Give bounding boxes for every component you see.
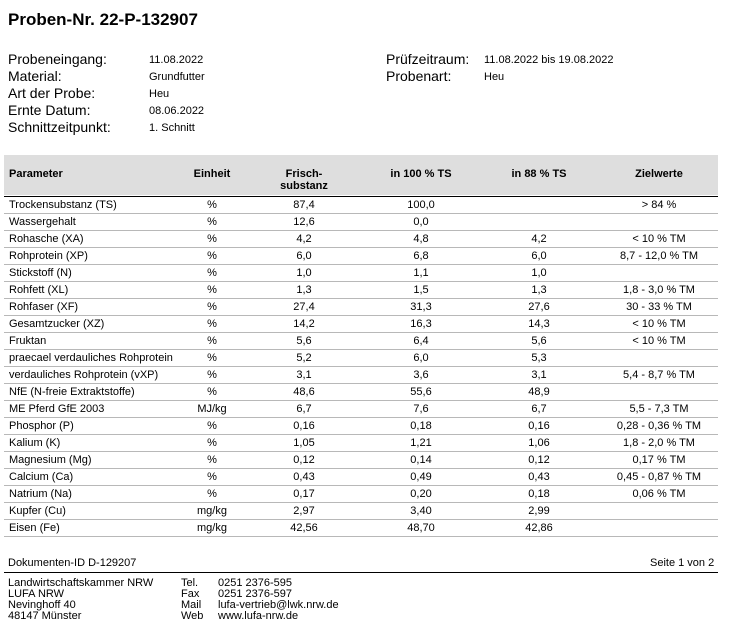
- table-row: [4, 265, 718, 282]
- cell-ts100: 55,6: [410, 386, 432, 398]
- contact-value: 0251 2376-595: [218, 577, 293, 589]
- footer-rule: [4, 572, 718, 573]
- cell-unit: %: [207, 216, 217, 228]
- cell-parameter: verdauliches Rohprotein (vXP): [9, 369, 159, 381]
- cell-parameter: Trockensubstanz (TS): [9, 199, 117, 211]
- cell-fresh: 14,2: [293, 318, 315, 330]
- header-parameter: Parameter: [9, 168, 63, 180]
- address-line: LUFA NRW: [8, 588, 65, 600]
- cell-target: 1,8 - 2,0 % TM: [623, 437, 695, 449]
- cell-parameter: Gesamtzucker (XZ): [9, 318, 105, 330]
- cell-fresh: 1,3: [296, 284, 312, 296]
- cell-ts88: 0,43: [528, 471, 550, 483]
- cell-ts88: 3,1: [531, 369, 547, 381]
- contact-label: Fax: [181, 588, 200, 600]
- cell-target: 30 - 33 % TM: [626, 301, 692, 313]
- cell-parameter: Kalium (K): [9, 437, 61, 449]
- table-row: [4, 197, 718, 214]
- cell-target: 0,45 - 0,87 % TM: [616, 471, 702, 483]
- cell-unit: %: [207, 199, 217, 211]
- cell-target: 0,28 - 0,36 % TM: [616, 420, 702, 432]
- cell-target: < 10 % TM: [632, 233, 686, 245]
- table-row: [4, 418, 718, 435]
- info-value: 08.06.2022: [149, 105, 205, 117]
- table-header: [4, 155, 718, 195]
- cell-target: 8,7 - 12,0 % TM: [619, 250, 699, 262]
- cell-unit: mg/kg: [197, 505, 227, 517]
- contact-value: lufa-vertrieb@lwk.nrw.de: [218, 599, 339, 611]
- cell-fresh: 5,6: [296, 335, 312, 347]
- cell-target: > 84 %: [641, 199, 677, 211]
- cell-ts88: 2,99: [528, 505, 550, 517]
- cell-target: 5,4 - 8,7 % TM: [623, 369, 695, 381]
- cell-ts100: 1,5: [413, 284, 429, 296]
- cell-fresh: 5,2: [296, 352, 312, 364]
- cell-fresh: 1,0: [296, 267, 312, 279]
- contact-value: 0251 2376-597: [218, 588, 293, 600]
- cell-fresh: 1,05: [293, 437, 315, 449]
- address-line: 48147 Münster: [8, 610, 82, 622]
- info-value: Grundfutter: [149, 71, 205, 83]
- cell-parameter: Calcium (Ca): [9, 471, 74, 483]
- page-title: Proben-Nr. 22-P-132907: [8, 10, 198, 29]
- cell-parameter: Rohasche (XA): [9, 233, 84, 245]
- cell-unit: %: [207, 301, 217, 313]
- cell-target: < 10 % TM: [632, 318, 686, 330]
- cell-parameter: praecael verdauliches Rohprotein: [9, 352, 173, 364]
- table-row: [4, 469, 718, 486]
- cell-ts100: 0,14: [410, 454, 432, 466]
- cell-unit: MJ/kg: [197, 403, 227, 415]
- cell-ts100: 0,18: [410, 420, 432, 432]
- cell-unit: %: [207, 352, 217, 364]
- cell-ts100: 3,40: [410, 505, 432, 517]
- address-line: Landwirtschaftskammer NRW: [8, 577, 154, 589]
- table-row: [4, 282, 718, 299]
- cell-fresh: 27,4: [293, 301, 315, 313]
- cell-ts100: 0,20: [410, 488, 432, 500]
- cell-parameter: Kupfer (Cu): [9, 505, 66, 517]
- cell-parameter: Eisen (Fe): [9, 522, 60, 534]
- cell-ts100: 6,8: [413, 250, 429, 262]
- cell-parameter: Rohfaser (XF): [9, 301, 79, 313]
- info-label: Art der Probe:: [8, 85, 96, 101]
- header-target: Zielwerte: [635, 168, 683, 180]
- table-row: [4, 299, 718, 316]
- cell-parameter: Phosphor (P): [9, 420, 74, 432]
- cell-ts88: 0,12: [528, 454, 550, 466]
- cell-unit: %: [207, 284, 217, 296]
- cell-unit: mg/kg: [197, 522, 227, 534]
- table-row: [4, 435, 718, 452]
- cell-unit: %: [207, 386, 217, 398]
- cell-ts88: 6,7: [531, 403, 547, 415]
- cell-ts88: 6,0: [531, 250, 547, 262]
- cell-target: 0,06 % TM: [632, 488, 686, 500]
- info-label: Probenart:: [386, 68, 452, 84]
- cell-ts88: 0,16: [528, 420, 550, 432]
- cell-ts100: 7,6: [413, 403, 429, 415]
- cell-fresh: 12,6: [293, 216, 315, 228]
- cell-fresh: 6,0: [296, 250, 312, 262]
- cell-unit: %: [207, 267, 217, 279]
- table-row: [4, 367, 718, 384]
- page-number: Seite 1 von 2: [650, 557, 715, 569]
- cell-parameter: Natrium (Na): [9, 488, 72, 500]
- contact-label: Tel.: [181, 577, 199, 589]
- cell-parameter: Magnesium (Mg): [9, 454, 92, 466]
- cell-parameter: Stickstoff (N): [9, 267, 72, 279]
- cell-fresh: 87,4: [293, 199, 315, 211]
- header-fresh: Frisch- substanz: [280, 168, 328, 192]
- cell-ts100: 1,1: [413, 267, 429, 279]
- cell-ts88: 1,06: [528, 437, 550, 449]
- cell-ts88: 1,3: [531, 284, 547, 296]
- cell-target: 0,17 % TM: [632, 454, 686, 466]
- cell-unit: %: [207, 471, 217, 483]
- header-unit: Einheit: [193, 168, 231, 180]
- table-row: [4, 350, 718, 367]
- table-row: [4, 503, 718, 520]
- cell-ts100: 6,4: [413, 335, 429, 347]
- cell-parameter: Rohprotein (XP): [9, 250, 88, 262]
- cell-ts100: 0,0: [413, 216, 429, 228]
- cell-ts100: 31,3: [410, 301, 432, 313]
- info-value: 1. Schnitt: [149, 122, 195, 134]
- cell-unit: %: [207, 318, 217, 330]
- info-label: Probeneingang:: [8, 51, 107, 67]
- table-row: [4, 248, 718, 265]
- contact-value: www.lufa-nrw.de: [218, 610, 299, 622]
- cell-fresh: 0,16: [293, 420, 315, 432]
- cell-fresh: 42,56: [290, 522, 318, 534]
- table-row: [4, 333, 718, 350]
- cell-fresh: 48,6: [293, 386, 315, 398]
- info-value: 11.08.2022: [149, 54, 204, 66]
- cell-ts88: 1,0: [531, 267, 547, 279]
- cell-fresh: 6,7: [296, 403, 312, 415]
- cell-ts88: 48,9: [528, 386, 550, 398]
- address-line: Nevinghoff 40: [8, 599, 76, 611]
- row-divider: [4, 536, 718, 537]
- info-label: Material:: [8, 68, 62, 84]
- cell-fresh: 0,12: [293, 454, 315, 466]
- table-row: [4, 486, 718, 503]
- cell-ts100: 48,70: [407, 522, 435, 534]
- cell-ts88: 4,2: [531, 233, 547, 245]
- contact-label: Mail: [181, 599, 202, 611]
- cell-ts88: 14,3: [528, 318, 550, 330]
- cell-fresh: 0,43: [293, 471, 315, 483]
- cell-ts88: 0,18: [528, 488, 550, 500]
- cell-unit: %: [207, 233, 217, 245]
- cell-unit: %: [207, 335, 217, 347]
- cell-target: 1,8 - 3,0 % TM: [623, 284, 695, 296]
- cell-unit: %: [207, 454, 217, 466]
- cell-target: 5,5 - 7,3 TM: [629, 403, 689, 415]
- table-row: [4, 384, 718, 401]
- cell-parameter: Rohfett (XL): [9, 284, 69, 296]
- cell-ts88: 5,6: [531, 335, 547, 347]
- cell-unit: %: [207, 420, 217, 432]
- cell-parameter: ME Pferd GfE 2003: [9, 403, 105, 415]
- info-label: Prüfzeitraum:: [386, 51, 470, 67]
- cell-ts100: 6,0: [413, 352, 429, 364]
- cell-unit: %: [207, 437, 217, 449]
- info-value: 11.08.2022 bis 19.08.2022: [484, 54, 614, 66]
- cell-parameter: Fruktan: [9, 335, 47, 347]
- cell-ts88: 5,3: [531, 352, 547, 364]
- table-row: [4, 401, 718, 418]
- header-ts100: in 100 % TS: [390, 168, 452, 180]
- cell-unit: %: [207, 250, 217, 262]
- cell-unit: %: [207, 369, 217, 381]
- info-value: Heu: [149, 88, 170, 100]
- info-value: Heu: [484, 71, 505, 83]
- document-id: Dokumenten-ID D-129207: [8, 557, 137, 569]
- cell-parameter: NfE (N-freie Extraktstoffe): [9, 386, 135, 398]
- table-row: [4, 520, 718, 537]
- info-label: Schnittzeitpunkt:: [8, 119, 111, 135]
- cell-ts100: 4,8: [413, 233, 429, 245]
- cell-ts88: 27,6: [528, 301, 550, 313]
- info-label: Ernte Datum:: [8, 102, 91, 118]
- cell-fresh: 3,1: [296, 369, 312, 381]
- cell-ts100: 100,0: [407, 199, 435, 211]
- contact-label: Web: [181, 610, 204, 622]
- cell-fresh: 2,97: [293, 505, 315, 517]
- cell-fresh: 4,2: [296, 233, 312, 245]
- cell-ts100: 1,21: [410, 437, 432, 449]
- table-row: [4, 231, 718, 248]
- cell-ts100: 16,3: [410, 318, 432, 330]
- table-row: [4, 214, 718, 231]
- cell-ts88: 42,86: [525, 522, 553, 534]
- header-ts88: in 88 % TS: [511, 168, 567, 180]
- cell-parameter: Wassergehalt: [9, 216, 76, 228]
- cell-unit: %: [207, 488, 217, 500]
- table-row: [4, 452, 718, 469]
- table-row: [4, 316, 718, 333]
- cell-ts100: 3,6: [413, 369, 429, 381]
- cell-target: < 10 % TM: [632, 335, 686, 347]
- cell-ts100: 0,49: [410, 471, 432, 483]
- cell-fresh: 0,17: [293, 488, 315, 500]
